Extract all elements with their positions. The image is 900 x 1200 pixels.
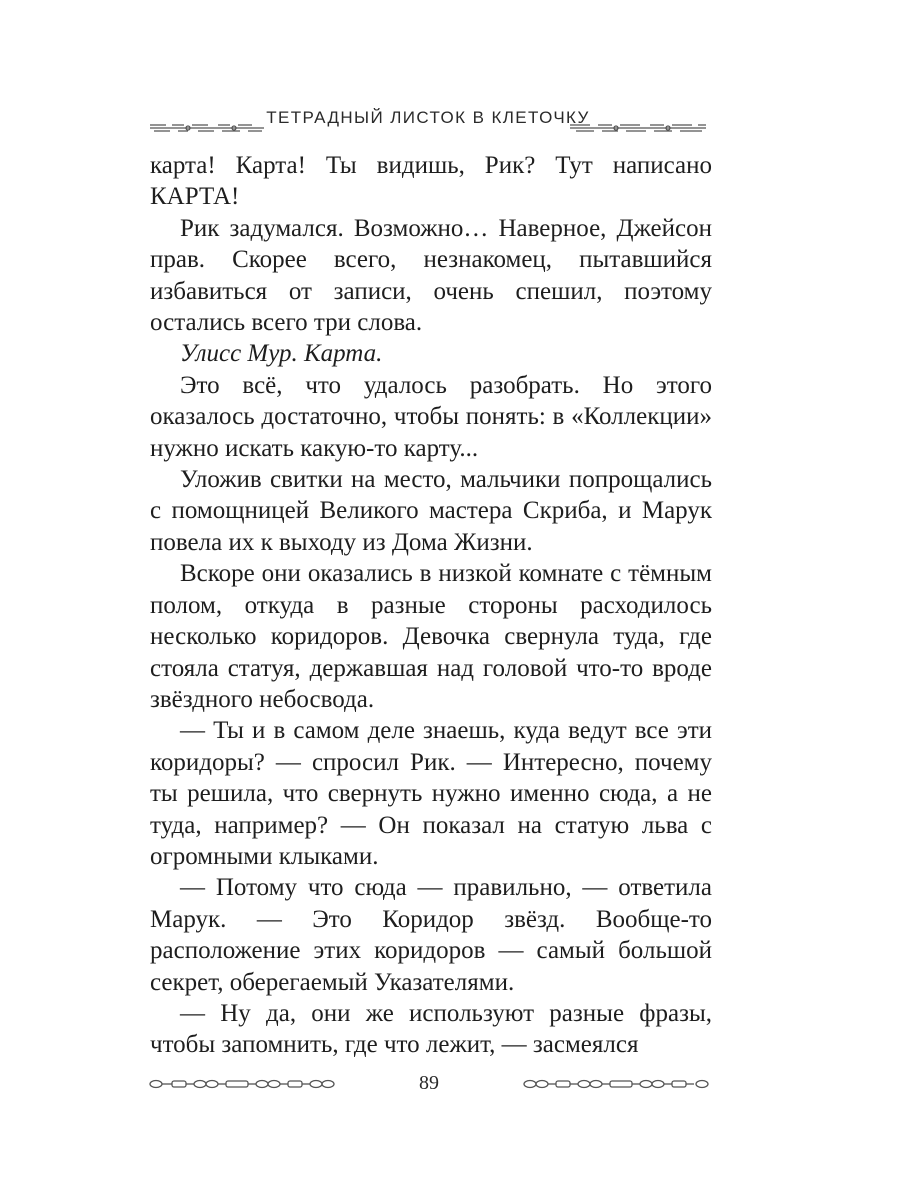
paragraph: Уложив свитки на место, мальчики попрощались с помощницей Великого мастера Скриба, и Марук повела их к выходу из Дома Жизни. (150, 466, 712, 556)
running-header (148, 104, 708, 138)
paragraph: Это всё, что удалось разобрать. Но этого оказалось достаточно, чтобы понять: в «Коллекции» нужно искать какую-то карту... (150, 371, 712, 462)
paragraph: — Ну да, они же используют разные фразы, чтобы запомнить, где что лежит, — засмеялся (150, 999, 712, 1059)
paragraph: Улисс Мур. Карта. (180, 340, 383, 368)
page-footer (148, 1070, 710, 1100)
paragraph: Рик задумался. Возможно… Наверное, Джейсон прав. Скорее всего, незнакомец, пытавшийся избавиться от записи, очень спешил, поэтому остались всего три слова. (150, 214, 712, 337)
paragraph: — Потому что сюда — правильно, — ответила Марук. — Это Коридор звёзд. Вообще-то расположение этих коридоров — самый большой секрет, оберегаемый Указателями. (150, 874, 712, 996)
paragraph: — Ты и в самом деле знаешь, куда ведут все эти коридоры? — спросил Рик. — Интересно, почему ты решила, что свернуть нужно именно сюда, а не туда, например? — Он показал на статую льва с огромными клыками. (150, 717, 712, 870)
page-number: 89 (419, 1072, 439, 1094)
paragraph: карта! Карта! Ты видишь, Рик? Тут написано КАРТА! (150, 152, 712, 211)
paragraph: Вскоре они оказались в низкой комнате с тёмным полом, откуда в разные стороны расходилось несколько коридоров. Девочка свернула туда, где стояла статуя, державшая над головой что-то вроде звёздного небосвода. (150, 560, 712, 713)
footer-right-ornament-icon (522, 1078, 710, 1090)
body-text (150, 150, 712, 1061)
running-title: ТЕТРАДНЫЙ ЛИСТОК В КЛЕТОЧКУ (266, 108, 590, 127)
header-right-ornament-icon (568, 122, 708, 134)
